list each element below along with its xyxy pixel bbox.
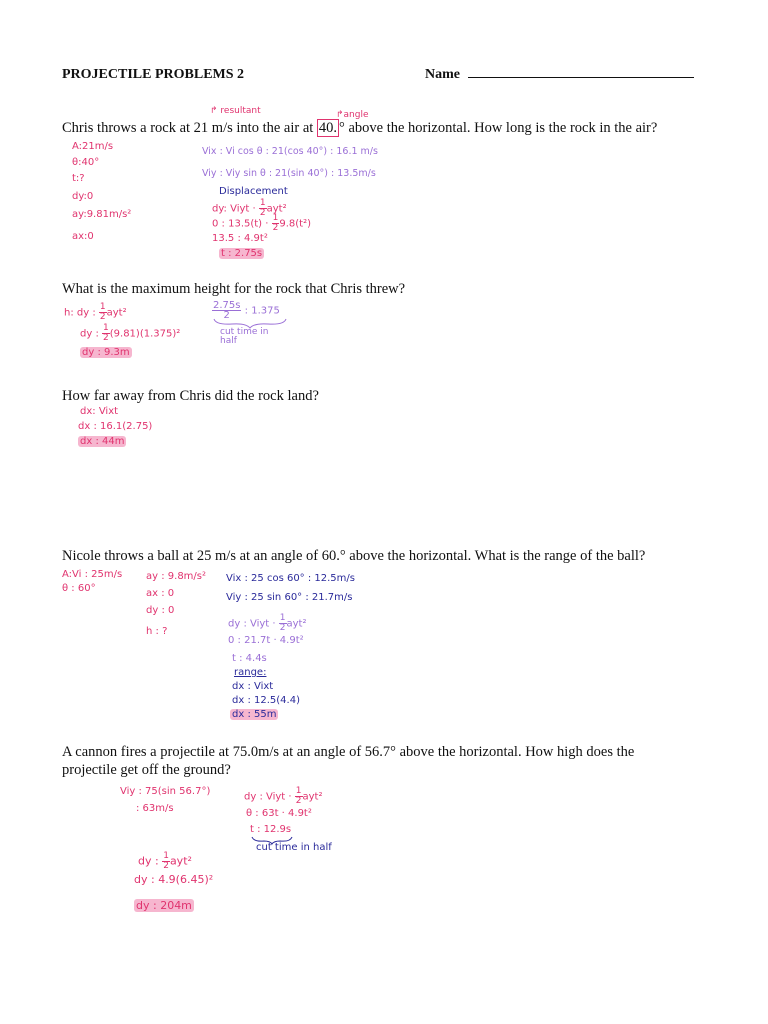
note-resultant: ↱ resultant [210,106,261,116]
name-field [425,67,694,83]
p1-work-1: dy: Viyt · $\frac{1}{2}$ ayt² [212,198,287,218]
page-title: PROJECTILE PROBLEMS 2 [62,67,245,82]
p1-given-4: ay:9.81m/s² [72,209,132,220]
p2-work-2: dy : $\frac{1}{2}$ (9.81)(1.375)² [80,323,181,343]
p5-answer: dy : 204m [136,899,192,912]
p2-work-1: h: dy : $\frac{1}{2}$ ayt² [64,302,127,322]
question-1: Chris throws a rock at 21 m/s into the air at 40. ° above the horizontal. How long is the rock in the air? [62,120,658,136]
question-4: Nicole throws a ball at 25 m/s at an angle of 60.° above the horizontal. What is the range of the ball? [62,548,646,564]
p1-given-3: dy:0 [72,191,94,202]
p1-work-3: 13.5 : 4.9t² [212,233,268,244]
p4-given-mid-1: ax : 0 [146,588,175,599]
p4-work-3: t : 4.4s [232,653,267,664]
question-3: How far away from Chris did the rock land? [62,388,319,404]
p3-answer: dx : 44m [80,436,125,447]
p4-given-left-1: θ : 60° [62,583,96,594]
p4-given-mid-3: h : ? [146,626,168,637]
p5-viy-1: Viy : 75(sin 56.7°) [120,786,211,797]
p4-vix: Vix : 25 cos 60° : 12.5m/s [226,573,355,584]
name-line [468,77,694,78]
p2-note: cut time in half [220,327,269,346]
p1-work-2: 0 : 13.5(t) · $\frac{1}{2}$ 9.8(t²) [212,213,311,233]
p4-given-mid-2: dy : 0 [146,605,175,616]
p1-given-0: A:21m/s [72,141,114,152]
note-angle: ↱angle [336,110,369,120]
p5-note: cut time in half [256,842,332,853]
p4-work-1: dy : Viyt · $\frac{1}{2}$ ayt² [228,613,307,633]
question-5-line-1: A cannon fires a projectile at 75.0m/s at an angle of 56.7° above the horizontal. How high does the [62,744,635,760]
p5-viy-2: : 63m/s [136,803,174,814]
displacement-label: Displacement [219,186,288,197]
p4-range-1: dx : Vixt [232,681,274,692]
p5-dy-2: dy : 4.9(6.45)² [134,873,214,886]
range-label: range: [234,667,267,678]
p2-answer: dy : 9.3m [82,347,130,358]
p1-vix: Vix : Vi cos θ : 21(cos 40°) : 16.1 m/s [202,146,378,157]
p3-work-2: dx : 16.1(2.75) [78,421,153,432]
p4-viy: Viy : 25 sin 60° : 21.7m/s [226,592,353,603]
question-5-line-2: projectile get off the ground? [62,762,231,778]
p5-work-3: t : 12.9s [250,824,292,835]
p5-work-1: dy : Viyt · $\frac{1}{2}$ ayt² [244,786,323,806]
p3-work-1: dx: Vixt [80,406,119,417]
boxed-angle: 40. [318,120,338,136]
p5-work-2: θ : 63t · 4.9t² [246,808,312,819]
p5-dy-1: dy : $\frac{1}{2}$ ayt² [138,851,192,871]
p1-given-1: θ:40° [72,157,100,168]
p4-given-mid-0: ay : 9.8m/s² [146,571,207,582]
p4-work-2: 0 : 21.7t · 4.9t² [228,635,304,646]
p1-answer: t : 2.75s [221,248,263,259]
p1-given-5: ax:0 [72,231,94,242]
name-label: Name [425,67,460,82]
p1-viy: Viy : Viy sin θ : 21(sin 40°) : 13.5m/s [202,168,376,179]
p4-answer: dx : 55m [232,709,277,720]
p2-fraction: $\frac{2.75s}{2}$ : 1.375 [213,300,280,321]
p4-range-2: dx : 12.5(4.4) [232,695,300,706]
p1-given-2: t:? [72,173,85,184]
p4-given-left-0: A:Vi : 25m/s [62,569,123,580]
question-2: What is the maximum height for the rock that Chris threw? [62,281,406,297]
